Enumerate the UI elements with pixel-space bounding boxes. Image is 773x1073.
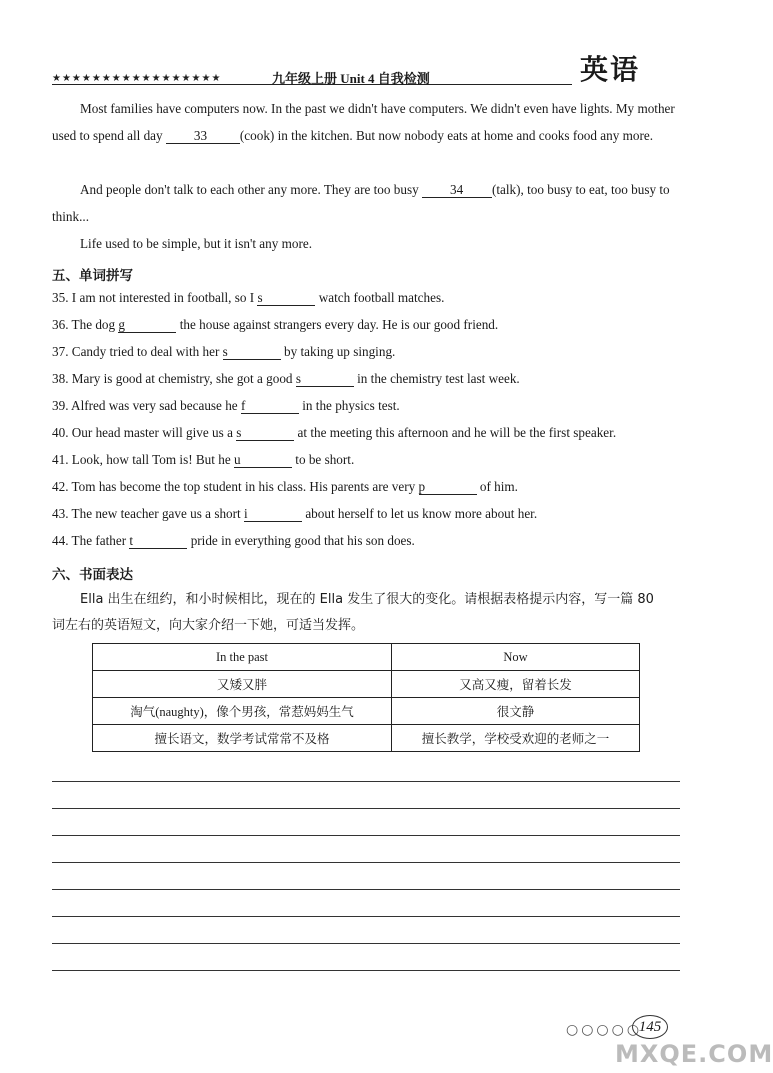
passage-text: (cook) in the kitchen. But now nobody eats at home and cooks food any more. (239, 128, 654, 143)
answer-blank[interactable]: s (296, 372, 354, 387)
subject-logo: 英语 (580, 53, 641, 86)
question-36: 36. The dog g the house against strangers every day. He is our good friend. (52, 317, 499, 332)
writing-instruction-line-1: Ella 出生在纽约，和小时候相比，现在的 Ella 发生了很大的变化。请根据表格提示内容，写一篇 80 (80, 592, 654, 607)
passage-text: Most families have computers now. In the past we didn't have computers. We didn't even have lights. My mother used to spend all day (52, 101, 675, 143)
question-39: 39. Alfred was very sad because he f in the physics test. (52, 398, 400, 413)
question-44: 44. The father t pride in everything good that his son does. (52, 533, 415, 548)
section-title-spelling: 五、单词拼写 (52, 268, 133, 284)
answer-blank[interactable]: f (241, 399, 299, 414)
table-cell: 很文静 (392, 698, 640, 725)
header-title: 九年级上册 Unit 4 自我检测 (272, 71, 430, 86)
writing-line[interactable] (52, 781, 680, 782)
writing-line[interactable] (52, 808, 680, 809)
answer-blank[interactable]: s (223, 345, 281, 360)
passage-paragraph-1 (52, 95, 682, 149)
question-40: 40. Our head master will give us a s at the meeting this afternoon and he will be the first speaker. (52, 425, 617, 440)
table-row (93, 725, 640, 752)
writing-line[interactable] (52, 862, 680, 863)
writing-instruction-line-2: 词左右的英语短文，向大家介绍一下她，可适当发挥。 (52, 618, 365, 633)
table-cell: 淘气(naughty)，像个男孩，常惹妈妈生气 (93, 698, 392, 725)
table-cell: 又矮又胖 (93, 671, 392, 698)
question-43: 43. The new teacher gave us a short i about herself to let us know more about her. (52, 506, 538, 521)
writing-line[interactable] (52, 835, 680, 836)
question-37: 37. Candy tried to deal with her s by taking up singing. (52, 344, 396, 359)
section-title-writing: 六、书面表达 (52, 567, 133, 583)
answer-blank[interactable]: g (118, 318, 176, 333)
answer-blank[interactable]: s (257, 291, 315, 306)
answer-blank[interactable]: i (244, 507, 302, 522)
passage-text: And people don't talk to each other any more. They are too busy (80, 182, 422, 197)
watermark: MXQE.COM (615, 1040, 773, 1068)
passage-text: (talk), too busy to eat, too busy to think... (52, 182, 670, 224)
table-row (93, 698, 640, 725)
table-cell: 擅长语文，数学考试常常不及格 (93, 725, 392, 752)
question-35: 35. I am not interested in football, so I s watch football matches. (52, 290, 445, 305)
blank-33[interactable]: 33 (166, 129, 240, 144)
question-42: 42. Tom has become the top student in his class. His parents are very p of him. (52, 479, 518, 494)
passage-paragraph-3: Life used to be simple, but it isn't any more. (80, 236, 313, 251)
answer-blank[interactable]: p (419, 480, 477, 495)
writing-line[interactable] (52, 943, 680, 944)
header-stars: ★★★★★★★★★★★★★★★★★ (52, 73, 222, 84)
writing-line[interactable] (52, 916, 680, 917)
table-header-row (93, 644, 640, 671)
footer-dots: ○○○○○ (566, 1022, 643, 1038)
writing-line[interactable] (52, 889, 680, 890)
answer-blank[interactable]: s (236, 426, 294, 441)
question-38: 38. Mary is good at chemistry, she got a good s in the chemistry test last week. (52, 371, 520, 386)
writing-line[interactable] (52, 970, 680, 971)
prompt-table (92, 643, 640, 752)
table-cell: 擅长教学，学校受欢迎的老师之一 (392, 725, 640, 752)
answer-blank[interactable]: u (234, 453, 292, 468)
passage-paragraph-2 (52, 176, 682, 230)
question-41: 41. Look, how tall Tom is! But he u to be short. (52, 452, 355, 467)
table-cell: 又高又瘦，留着长发 (392, 671, 640, 698)
table-row (93, 671, 640, 698)
table-header-now: Now (392, 644, 640, 671)
table-header-past: In the past (93, 644, 392, 671)
answer-blank[interactable]: t (129, 534, 187, 549)
blank-34[interactable]: 34 (422, 183, 492, 198)
page-number: 145 (632, 1015, 668, 1039)
